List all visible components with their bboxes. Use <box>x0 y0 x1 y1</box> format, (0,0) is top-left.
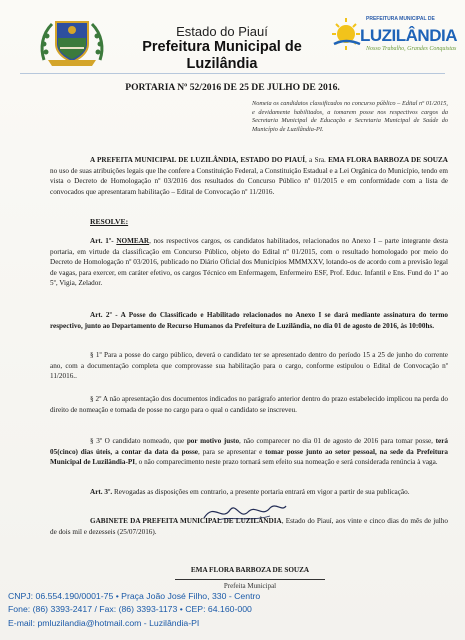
article-1-verb: NOMEAR <box>116 237 150 245</box>
paragraph-1-text: § 1º Para a posse do cargo público, deverá o candidato ter se apresentado dentro do período 15 a 25 de junho do corrente ano, com a documentação completa que comprovasse sua habilitação para o cargo, conforme estipulou o Edital de Convocação nº 11/2016.. <box>50 351 448 381</box>
letterhead-title <box>112 24 332 73</box>
article-3 <box>50 487 448 498</box>
paragraph-3: § 3º O candidato nomeado, que por motivo justo, não comparecer no dia 01 de agosto de 2016 para tomar posse, terá 05(cinco) dias úteis, a contar da data da posse, para se apresentar e tomar posse junto ao setor pessoal, na sede da Prefeitura Municipal de Luzilândia-PI, o não comparecimento neste prazo tornará sem efeito sua nomeação e será considerada renúncia à vaga. <box>50 437 449 467</box>
logo-name: LUZILÂNDIA <box>360 26 457 45</box>
handwritten-signature <box>200 498 290 524</box>
article-3-label: Art. 3º. <box>90 488 113 496</box>
resolve-heading: RESOLVE: <box>90 217 129 226</box>
closing-date: , Estado do Piauí, aos vinte e cinco dias do mês de julho de dois mil e dezesseis (25/07/2016). <box>50 517 448 536</box>
paragraph-2-text: § 2º A não apresentação dos documentos indicados no parágrafo anterior dentro do prazo estabelecido implicou na perda do direito de nomeação e tomada de posse no cargo para o qual o candidato se inscreveu. <box>50 395 448 414</box>
article-3-text: Revogadas as disposições em contrario, a presente portaria entrará em vigor a partir de sua publicação. <box>112 488 410 496</box>
ementa: Nomeia os candidatos classificados no concurso público – Edital nº 01/2015, e devidamente habilitados, a tomarem posse nos respectivos cargos da Secretaria Municipal de Educação e Secretaria Municipal de Saúde do Município de Luzilândia-PI. <box>252 100 448 133</box>
header-divider <box>20 73 445 74</box>
article-1-label: Art. 1º- <box>90 237 114 245</box>
letterhead <box>0 0 465 72</box>
preamble-text: no uso de suas atribuições legais que lhe confere a Constituição Federal, a Constituição Estadual e a Lei Orgânica do Município, tendo em vista o Decreto de Homologação nº 03/2016 dos resultados do Concurso Público nº 01/2015 e em conformidade com a lista de convocados que apresentaram habilitação – Edital de Convocação nº 11/2016. <box>50 166 448 196</box>
document-title: PORTARIA Nº 52/2016 DE 25 DE JULHO DE 2016. <box>125 82 340 93</box>
signatory-name: EMA FLORA BARBOZA DE SOUZA <box>190 566 310 574</box>
signatory-role: Prefeita Municipal <box>223 582 277 590</box>
preamble-authority: A PREFEITA MUNICIPAL DE LUZILÂNDIA, ESTADO DO PIAUÍ <box>90 156 306 164</box>
logo-slogan: Nosso Trabalho, Grandes Conquistas <box>366 46 457 52</box>
preamble-signatory: EMA FLORA BARBOZA DE SOUZA <box>328 156 448 164</box>
municipal-crest-icon <box>38 14 106 68</box>
closing-office: GABINETE DA PREFEITA MUNICIPAL DE LUZILÂNDIA <box>90 517 282 525</box>
prefecture-logo <box>330 12 462 68</box>
footer-phone: Fone: (86) 3393-2417 / Fax: (86) 3393-1173 • CEP: 64.160-000 <box>8 604 252 615</box>
paragraph-2 <box>50 394 448 415</box>
sun-logo-icon <box>330 14 364 54</box>
preamble-paragraph: A PREFEITA MUNICIPAL DE LUZILÂNDIA, ESTADO DO PIAUÍ, a Sra. EMA FLORA BARBOZA DE SOUZA no uso de suas atribuições legais que lhe confere a Constituição Federal, a Constituição Estadual e a Lei Orgânica do Município, tendo em vista o Decreto de Homologação nº 03/2016 dos resultados do Concurso Público nº 01/2015 e em conformidade com a lista de convocados que apresentaram habilitação – Edital de Convocação nº 11/2016. <box>50 156 448 196</box>
footer-cnpj-address: CNPJ: 06.554.190/0001-75 • Praça João José Filho, 330 - Centro <box>8 591 261 601</box>
footer-email: E-mail: pmluzilandia@hotmail.com - Luzilândia-PI <box>8 617 200 628</box>
article-2 <box>50 310 448 331</box>
paragraph-1 <box>50 350 448 382</box>
state-name: Estado do Piauí <box>176 24 268 39</box>
article-2-text: Art. 2º - A Posse do Classificado e Habilitado relacionados no Anexo I se dará mediante assinatura do termo respectivo, junto ao Departamento de Recurso Humanos da Prefeitura de Luzilândia, no dia 01 de agosto de 2016, às 10:00hs. <box>50 311 448 330</box>
article-1-text: , nos respectivos cargos, os candidatos habilitados, relacionados no Anexo I – parte integrante desta portaria, em virtude da classificação em Concurso Público, objeto do Edital nº 01/2015, com o resultado homologado por meio do Decreto de Homologação nº 03/2016, publicado no Diário Oficial dos Municípios MMMXXV, lotando-os de acordo com a previsão legal de vagas, para exercer, em caráter efetivo, os cargos Técnico em Enfermagem, Enfermeiro ESF, Prof. Educ. Infantil e Ens. Fund do 1º ao 5º, Vigia, Zelador. <box>50 237 449 288</box>
prefecture-name: Prefeitura Municipal de Luzilândia <box>142 39 302 72</box>
logo-top-line: PREFEITURA MUNICIPAL DE <box>366 16 435 22</box>
article-1 <box>50 236 448 289</box>
footer-contact <box>8 590 428 630</box>
signature-line <box>175 579 325 580</box>
